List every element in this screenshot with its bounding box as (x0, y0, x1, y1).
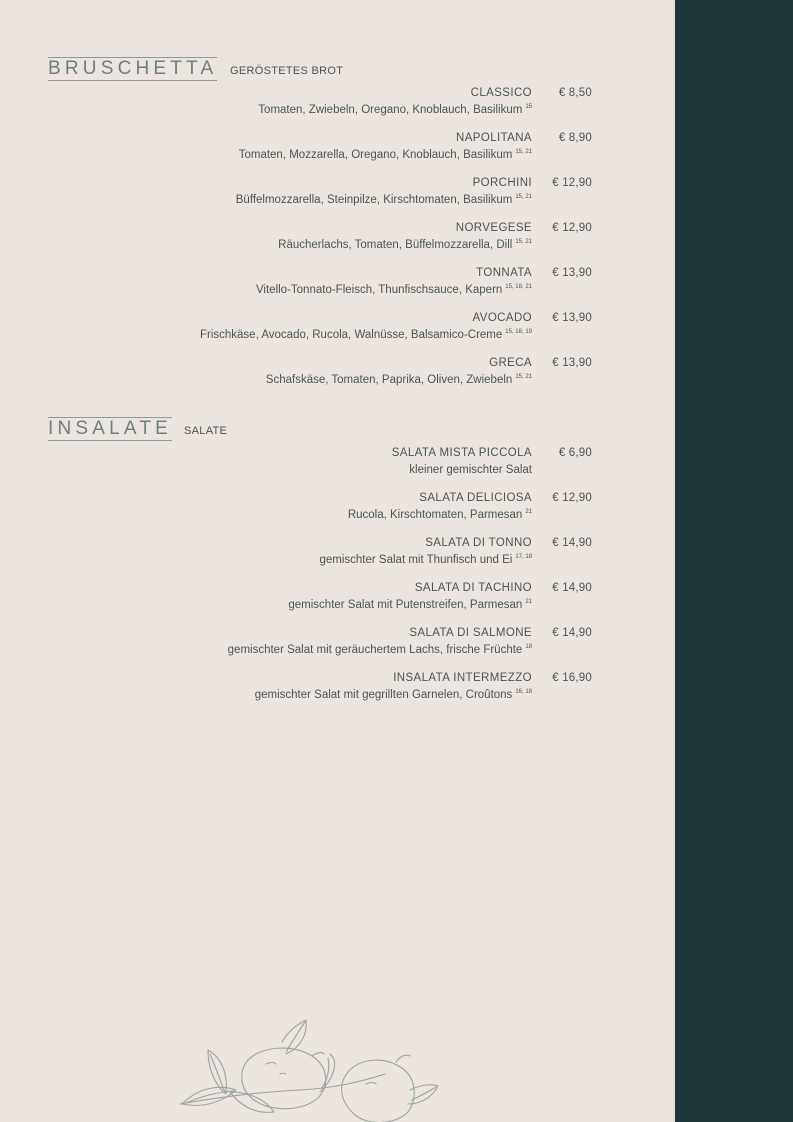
allergen-notes: 15, 21 (515, 149, 532, 155)
menu-item (48, 312, 608, 352)
section-bruschetta (48, 57, 608, 386)
item-description-text: Rucola, Kirschtomaten, Parmesan (347, 509, 523, 521)
item-description (288, 599, 532, 611)
item-name: CLASSICO (470, 87, 532, 99)
item-description-text: Vitello-Tonnato-Fleisch, Thunfischsauce, Kapern (255, 284, 503, 296)
item-price: € 12,90 (552, 492, 592, 504)
allergen-notes: 15, 18, 21 (505, 284, 532, 290)
item-description-text: Frischkäse, Avocado, Rucola, Walnüsse, Balsamico-Creme (199, 329, 503, 341)
item-name: NORVEGESE (455, 222, 532, 234)
allergen-notes: 17, 18 (515, 554, 532, 560)
item-name: AVOCADO (472, 312, 532, 324)
item-price: € 13,90 (552, 312, 592, 324)
item-description (255, 689, 532, 701)
item-description (409, 464, 532, 476)
menu-item (48, 537, 608, 577)
item-description (278, 239, 532, 251)
allergen-notes: 21 (525, 599, 532, 605)
lemon-branch-illustration-icon (170, 1012, 445, 1122)
item-price: € 6,90 (558, 447, 592, 459)
item-price: € 14,90 (552, 582, 592, 594)
menu-item (48, 492, 608, 532)
menu-item (48, 222, 608, 262)
item-description (200, 329, 532, 341)
allergen-notes: 15, 21 (515, 239, 532, 245)
section-header (48, 57, 608, 81)
section-header (48, 417, 608, 441)
section-subtitle: GERÖSTETES BROT (230, 65, 344, 77)
menu-item (48, 132, 608, 172)
item-description (256, 284, 532, 296)
item-name: SALATA DI SALMONE (409, 627, 532, 639)
item-price: € 8,90 (558, 132, 592, 144)
menu-item (48, 177, 608, 217)
item-price: € 13,90 (552, 267, 592, 279)
item-price: € 13,90 (552, 357, 592, 369)
allergen-notes: 15 (525, 104, 532, 110)
section-insalate (48, 417, 608, 701)
item-name: INSALATA INTERMEZZO (393, 672, 532, 684)
item-description-text: gemischter Salat mit gegrillten Garnelen, Croûtons (254, 689, 513, 701)
item-description (239, 149, 532, 161)
allergen-notes: 16, 18 (515, 689, 532, 695)
item-description-text: gemischter Salat mit Thunfisch und Ei (319, 554, 513, 566)
item-name: NAPOLITANA (456, 132, 532, 144)
item-description (319, 554, 532, 566)
item-description (236, 194, 532, 206)
menu-item (48, 447, 608, 487)
item-price: € 12,90 (552, 222, 592, 234)
item-description-text: Räucherlachs, Tomaten, Büffelmozzarella, Dill (278, 239, 513, 251)
section-title: BRUSCHETTA (48, 58, 218, 79)
item-description-text: Tomaten, Mozzarella, Oregano, Knoblauch, Basilikum (238, 149, 513, 161)
item-description-text: gemischter Salat mit geräuchertem Lachs, frische Früchte (227, 644, 523, 656)
item-description (258, 104, 532, 116)
item-price: € 8,50 (558, 87, 592, 99)
allergen-notes: 18 (525, 644, 532, 650)
item-price: € 14,90 (552, 627, 592, 639)
side-color-band (675, 0, 793, 1122)
item-description (266, 374, 532, 386)
item-description-text: Büffelmozzarella, Steinpilze, Kirschtomaten, Basilikum (235, 194, 513, 206)
item-name: SALATA DI TACHINO (414, 582, 532, 594)
item-description-text: Tomaten, Zwiebeln, Oregano, Knoblauch, Basilikum (258, 104, 523, 116)
item-description-text: Schafskäse, Tomaten, Paprika, Oliven, Zwiebeln (265, 374, 513, 386)
item-name: SALATA DELICIOSA (419, 492, 532, 504)
item-price: € 14,90 (552, 537, 592, 549)
item-description (228, 644, 532, 656)
item-description-text: gemischter Salat mit Putenstreifen, Parmesan (288, 599, 523, 611)
item-description-text: kleiner gemischter Salat (409, 464, 532, 476)
menu-item (48, 87, 608, 127)
menu-item (48, 582, 608, 622)
allergen-notes: 15, 21 (515, 194, 532, 200)
item-name: TONNATA (476, 267, 532, 279)
allergen-notes: 15, 21 (515, 374, 532, 380)
allergen-notes: 15, 18, 19 (505, 329, 532, 335)
menu-item (48, 267, 608, 307)
menu-item (48, 672, 608, 712)
menu-item (48, 357, 608, 397)
item-name: PORCHINI (472, 177, 532, 189)
item-description (348, 509, 532, 521)
item-name: SALATA DI TONNO (425, 537, 532, 549)
item-name: GRECA (489, 357, 532, 369)
item-price: € 16,90 (552, 672, 592, 684)
menu-item (48, 627, 608, 667)
allergen-notes: 21 (525, 509, 532, 515)
section-subtitle: SALATE (184, 425, 228, 437)
item-name: SALATA MISTA PICCOLA (391, 447, 532, 459)
item-price: € 12,90 (552, 177, 592, 189)
section-title: INSALATE (48, 418, 173, 439)
